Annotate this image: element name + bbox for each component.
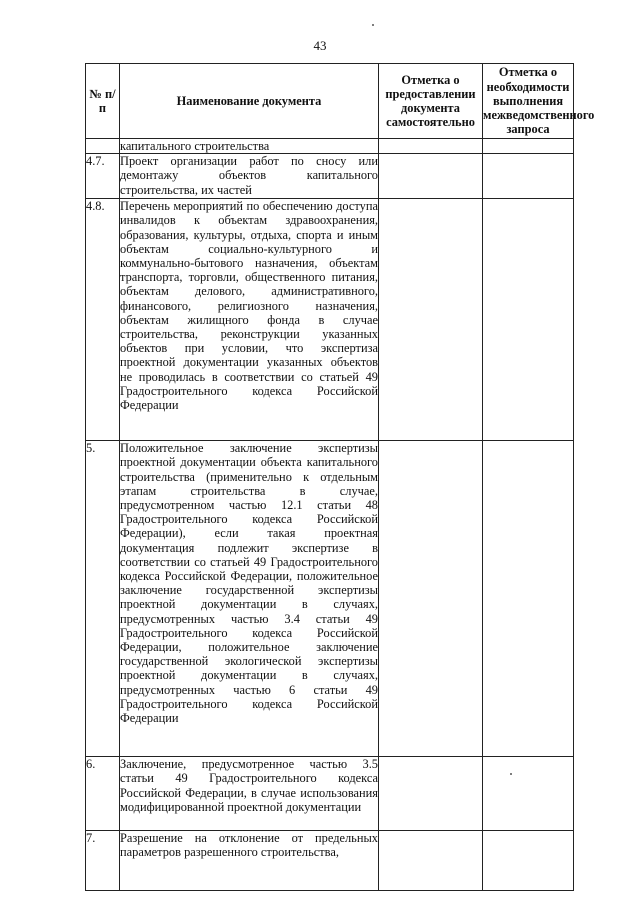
row-mark-interagency: [483, 139, 574, 154]
row-number: 7.: [86, 831, 120, 891]
row-document-name: Перечень мероприятий по обеспечению доступа инвалидов к объектам здравоохранения, образования, культуры, отдыха, спорта и иным объектам социально-культурного и коммунально-бытового назначения, объектам транспорта, торговли, общественного питания, объектам делового, административного, финансового, религиозного назначения, объектам жилищного фонда в случае строительства, реконструкции указанных объектов при условии, что экспертиза проектной документации указанных объектов не проводилась в соответствии со статьей 49 Градостроительного кодекса Российской Федерации: [120, 199, 379, 441]
table-row: [86, 199, 574, 441]
header-interagency-request: Отметка о необходимости выполнения межведомственного запроса: [483, 64, 574, 139]
row-mark-interagency: [483, 199, 574, 441]
row-document-name: Положительное заключение экспертизы проектной документации объекта капитального строительства (применительно к отдельным этапам строительства в случае, предусмотренном частью 12.1 статьи 48 Градостроительного кодекса Российской Федерации), если такая проектная документация подлежит экспертизе в соответствии со статьей 49 Градостроительного кодекса Российской Федерации, положительное заключение государственной экспертизы проектной документации в случаях, предусмотренных частью 3.4 статьи 49 Градостроительного кодекса Российской Федерации, положительное заключение государственной экологической экспертизы проектной документации в случаях, предусмотренных частью 6 статьи 49 Градостроительного кодекса Российской Федерации: [120, 441, 379, 757]
row-mark-self: [379, 139, 483, 154]
table-row: [86, 154, 574, 199]
table-row: [86, 757, 574, 831]
scan-speck: [510, 773, 512, 775]
scan-speck: [372, 24, 374, 26]
row-document-name: капитального строительства: [120, 139, 379, 154]
row-document-name: Разрешение на отклонение от предельных параметров разрешенного строительства,: [120, 831, 379, 891]
row-mark-interagency: [483, 154, 574, 199]
row-document-name: Проект организации работ по сносу или демонтажу объектов капитального строительства, их частей: [120, 154, 379, 199]
row-mark-interagency: [483, 441, 574, 757]
row-mark-self: [379, 831, 483, 891]
table-header-row: [86, 64, 574, 139]
table-row: [86, 139, 574, 154]
row-mark-self: [379, 441, 483, 757]
header-submitted-independently: Отметка о предоставлении документа самостоятельно: [379, 64, 483, 139]
row-mark-self: [379, 199, 483, 441]
page-number: 43: [313, 38, 327, 53]
row-number: 4.7.: [86, 154, 120, 199]
table-row: [86, 441, 574, 757]
row-document-name: Заключение, предусмотренное частью 3.5 статьи 49 Градостроительного кодекса Российской Федерации, в случае использования модифицированной проектной документации: [120, 757, 379, 831]
documents-table: [85, 63, 595, 891]
row-number: 6.: [86, 757, 120, 831]
row-mark-interagency: [483, 757, 574, 831]
row-mark-interagency: [483, 831, 574, 891]
row-number: [86, 139, 120, 154]
row-mark-self: [379, 154, 483, 199]
header-number: № п/п: [86, 64, 120, 139]
table-row: [86, 831, 574, 891]
row-number: 4.8.: [86, 199, 120, 441]
row-number: 5.: [86, 441, 120, 757]
header-document-name: Наименование документа: [120, 64, 379, 139]
row-mark-self: [379, 757, 483, 831]
